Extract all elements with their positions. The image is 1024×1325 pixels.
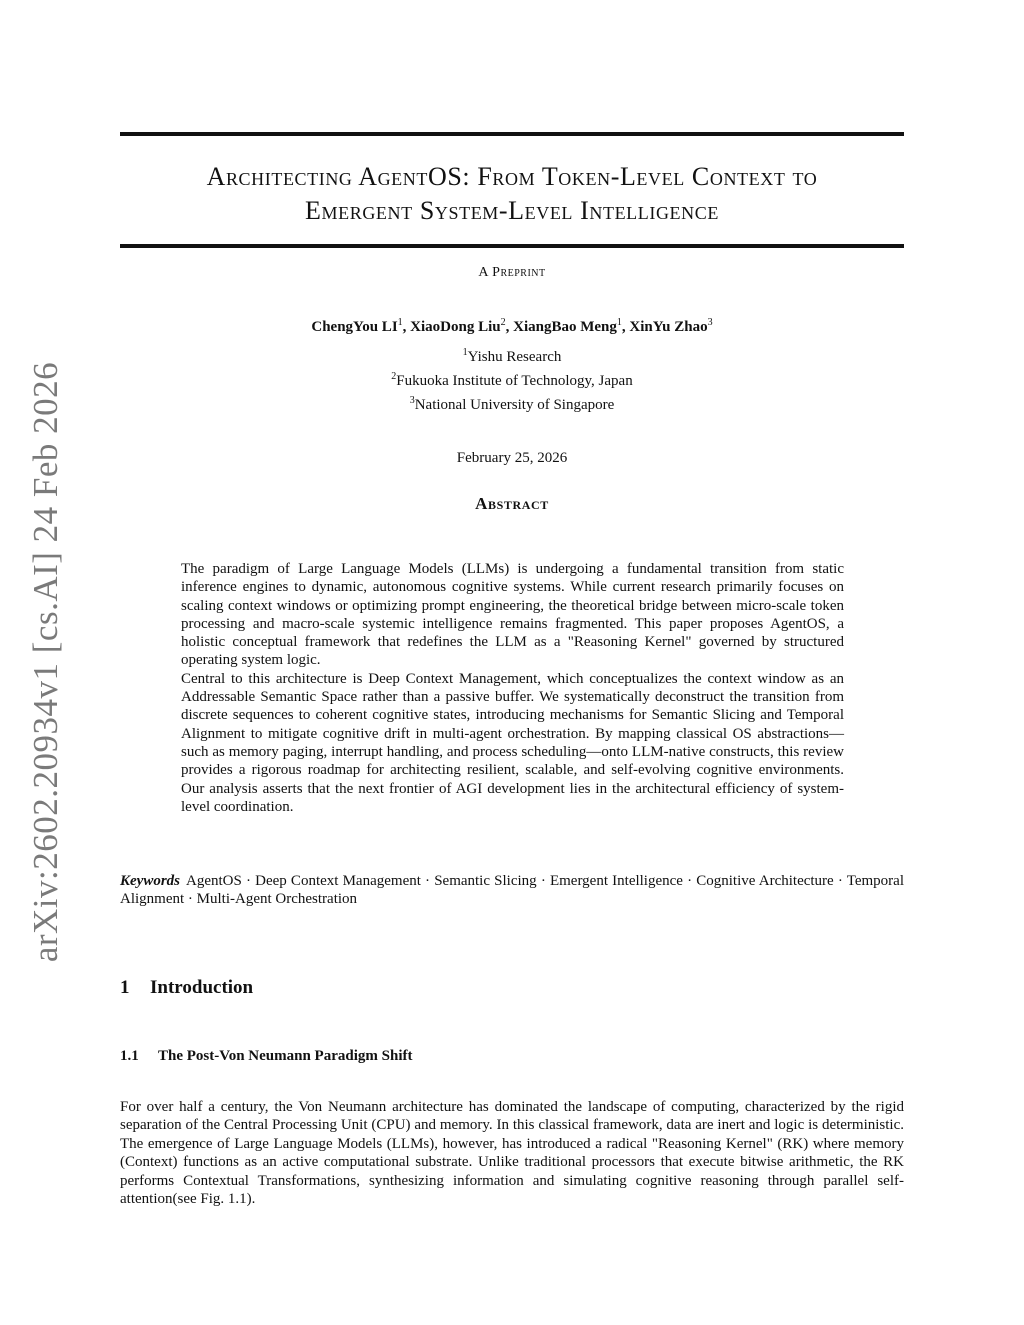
author-affiliation-mark: 2 (500, 317, 506, 328)
section-heading-introduction (120, 977, 253, 999)
affiliation-name: National University of Singapore (414, 397, 615, 413)
intro-paragraph: For over half a century, the Von Neumann architecture has dominated the landscape of computing, characterized by the rigid separation of the Central Processing Unit (CPU) and memory. In this classical framework, data are inert and logic is deterministic. The emergence of Large Language Models (LLMs), however, has introduced a radical "Reasoning Kernel" (RK) where memory (Context) functions as an active computational substrate. Unlike traditional processors that execute bitwise arithmetic, the RK performs Contextual Transformations, synthesizing information and simulating cognitive reasoning through parallel self-attention(see Fig. 1.1). (120, 1099, 904, 1208)
title-rule-top (120, 132, 904, 136)
preprint-label: A Preprint (478, 265, 546, 280)
affiliation-name: Fukuoka Institute of Technology, Japan (396, 373, 633, 389)
affiliation-list (120, 343, 904, 415)
affiliation (120, 367, 904, 391)
subsection-heading (120, 1048, 412, 1065)
title-line-1: Architecting AgentOS: From Token-Level Context to (206, 162, 818, 191)
section-title: Introduction (150, 977, 254, 998)
keywords-label: Keywords (120, 873, 180, 889)
author-name: XinYu Zhao (629, 319, 708, 335)
abstract-paragraph: Central to this architecture is Deep Context Management, which conceptualizes the context window as an Addressable Semantic Space rather than a passive buffer. We systematically deconstruct the transition from discrete sequences to coherent cognitive states, introducing mechanisms for Semantic Slicing and Temporal Alignment to mitigate cognitive drift in multi-agent orchestration. By mapping classical OS abstractions—such as memory paging, interrupt handling, and process scheduling—onto LLM-native constructs, this review provides a rigorous roadmap for architecting resilient, scalable, and self-evolving cognitive environments. Our analysis asserts that the next frontier of AGI development lies in the architectural efficiency of system-level coordination. (181, 670, 844, 815)
affiliation-name: Yishu Research (467, 349, 562, 365)
keywords-block (120, 872, 904, 909)
section-number: 1 (120, 977, 130, 998)
author-affiliation-mark: 3 (707, 317, 713, 328)
affiliation (120, 343, 904, 367)
arxiv-identifier-stamp: arXiv:2602.20934v1 [cs.AI] 24 Feb 2026 (26, 361, 65, 963)
author-affiliation-mark: 1 (616, 317, 622, 328)
author-name: XiaoDong Liu (410, 319, 501, 335)
author-name: ChengYou LI (311, 319, 398, 335)
paper-title (120, 160, 904, 228)
affiliation-mark: 3 (409, 395, 415, 406)
abstract-body (181, 560, 844, 816)
affiliation (120, 391, 904, 415)
abstract-paragraph: The paradigm of Large Language Models (LLMs) is undergoing a fundamental transition from static inference engines to dynamic, autonomous cognitive systems. While current research primarily focuses on scaling context windows or optimizing prompt engineering, the theoretical bridge between micro-scale token processing and macro-scale systemic intelligence remains fragmented. This paper proposes AgentOS, a holistic conceptual framework that redefines the LLM as a "Reasoning Kernel" governed by structured operating system logic. (181, 561, 844, 669)
publication-date: February 25, 2026 (456, 450, 568, 466)
author-name: XiangBao Meng (513, 319, 617, 335)
subsection-title: The Post-Von Neumann Paradigm Shift (158, 1048, 413, 1064)
keywords-text: AgentOS · Deep Context Management · Semantic Slicing · Emergent Intelligence · Cognitive Architecture · Temporal Alignment · Multi-Agent Orchestration (120, 873, 904, 908)
affiliation-mark: 2 (391, 371, 397, 382)
subsection-number: 1.1 (120, 1048, 139, 1064)
author-affiliation-mark: 1 (397, 317, 403, 328)
abstract-heading: Abstract (475, 494, 549, 513)
title-rule-bottom (120, 244, 904, 248)
author-list: ChengYou $LI^1$, XiaoDong Liu$^2$, XiangBao Meng$^1$, XinYu Zhao$^3$ (311, 317, 713, 335)
title-line-2: Emergent System-Level Intelligence (305, 196, 719, 225)
affiliation-mark: 1 (462, 347, 468, 358)
